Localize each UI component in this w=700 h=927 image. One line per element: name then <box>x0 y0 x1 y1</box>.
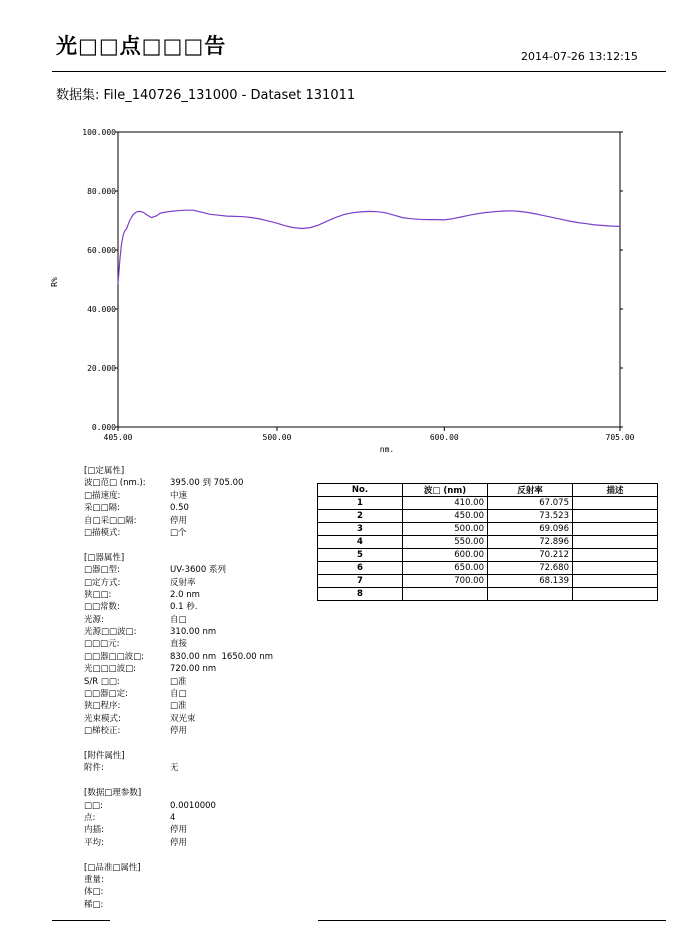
property-key: 光束模式: <box>84 713 121 724</box>
table-cell-r: 69.096 <box>488 523 573 536</box>
property-key: □□: <box>84 800 103 811</box>
property-key: 附件: <box>84 763 104 774</box>
property-row <box>84 589 273 601</box>
property-key: □□□元: <box>84 639 120 650</box>
plot-frame <box>118 132 620 427</box>
property-row <box>84 601 273 613</box>
table-header-cell: 描述 <box>573 484 658 497</box>
property-row <box>84 874 273 886</box>
property-value: □准 <box>170 676 187 687</box>
table-cell-no: 5 <box>318 549 403 562</box>
property-key: □描速度: <box>84 490 121 501</box>
property-section-header: [□定属性] <box>84 466 125 476</box>
table-row <box>318 549 658 562</box>
property-key: □描模式: <box>84 527 121 538</box>
property-section-header: [数据□理参数] <box>84 788 142 799</box>
property-value: 自□ <box>170 689 187 700</box>
footer-rule-right <box>318 920 666 921</box>
property-row <box>84 577 273 589</box>
property-key: □梯校正: <box>84 726 121 737</box>
property-key: 狭□□: <box>84 589 112 600</box>
property-value: 停用 <box>170 837 188 848</box>
property-row <box>84 700 273 712</box>
property-section <box>84 465 273 539</box>
property-value: 停用 <box>170 825 188 836</box>
table-cell-wl <box>403 588 488 601</box>
property-row <box>84 614 273 626</box>
table-cell-d <box>573 497 658 510</box>
table-row <box>318 497 658 510</box>
property-key: □□常数: <box>84 602 120 613</box>
property-key: 狭□程序: <box>84 701 121 712</box>
property-key: 波□范□ (nm.): <box>84 478 146 489</box>
y-tick-label: 20.000 <box>87 364 116 373</box>
property-key: 内插: <box>84 825 104 836</box>
property-value: 395.00 到 705.00 <box>170 478 244 489</box>
property-value: 无 <box>170 763 179 774</box>
property-value: 0.50 <box>170 503 189 514</box>
property-key: 重量: <box>84 874 104 885</box>
table-cell-r: 72.680 <box>488 562 573 575</box>
property-key: 自□采□□隔: <box>84 515 137 526</box>
property-row <box>84 688 273 700</box>
table-cell-d <box>573 523 658 536</box>
property-key: 点: <box>84 812 96 823</box>
property-value: 自□ <box>170 614 187 625</box>
dataset-line: 数据集: File_140726_131000 - Dataset 131011 <box>56 88 356 103</box>
table-cell-r: 73.523 <box>488 510 573 523</box>
property-row <box>84 837 273 849</box>
y-tick-label: 100.000 <box>82 128 116 137</box>
property-row <box>84 725 273 737</box>
property-key: 光源: <box>84 614 104 625</box>
property-key: S/R □□: <box>84 676 120 687</box>
table-cell-wl: 600.00 <box>403 549 488 562</box>
property-row <box>84 502 273 514</box>
property-row <box>84 812 273 824</box>
y-tick-label: 60.000 <box>87 246 116 255</box>
x-tick-label: 500.00 <box>262 433 292 442</box>
property-row <box>84 886 273 898</box>
property-section <box>84 787 273 849</box>
property-key: 光源□□波□: <box>84 627 137 638</box>
table-cell-wl: 550.00 <box>403 536 488 549</box>
table-cell-no: 6 <box>318 562 403 575</box>
table-cell-wl: 450.00 <box>403 510 488 523</box>
report-datetime: 2014-07-26 13:12:15 <box>521 50 638 63</box>
table-cell-r: 68.139 <box>488 575 573 588</box>
table-cell-no: 2 <box>318 510 403 523</box>
table-cell-wl: 700.00 <box>403 575 488 588</box>
property-value: UV-3600 系列 <box>170 565 226 576</box>
table-cell-wl: 500.00 <box>403 523 488 536</box>
property-value: □准 <box>170 701 187 712</box>
table-row <box>318 588 658 601</box>
property-value: 双光束 <box>170 713 196 724</box>
table-header-cell: No. <box>318 484 403 497</box>
table-row <box>318 575 658 588</box>
x-tick-label: 405.00 <box>103 433 133 442</box>
property-value: 中速 <box>170 490 188 501</box>
property-section <box>84 552 273 738</box>
table-header-row <box>318 484 658 497</box>
property-row <box>84 527 273 539</box>
property-value: 直接 <box>170 639 188 650</box>
property-row <box>84 515 273 527</box>
property-key: □定方式: <box>84 577 121 588</box>
table-cell-no: 4 <box>318 536 403 549</box>
property-value: 4 <box>170 812 176 823</box>
property-key: 体□: <box>84 887 104 898</box>
y-axis-label: R% <box>50 277 59 287</box>
property-row <box>84 564 273 576</box>
property-key: □□器□□波□: <box>84 651 145 662</box>
report-title: 光□□点□□□告 <box>56 34 227 58</box>
table-cell-wl: 410.00 <box>403 497 488 510</box>
table-row <box>318 536 658 549</box>
table-cell-no: 8 <box>318 588 403 601</box>
peak-table <box>317 483 658 601</box>
property-value: 停用 <box>170 515 188 526</box>
table-cell-d <box>573 562 658 575</box>
property-row <box>84 676 273 688</box>
y-tick-label: 40.000 <box>87 305 116 314</box>
table-row <box>318 562 658 575</box>
property-value: 停用 <box>170 726 188 737</box>
property-section-header: [□品准□属性] <box>84 862 141 873</box>
property-value: 0.1 秒. <box>170 602 198 613</box>
footer-rule-left <box>52 920 110 921</box>
property-key: 稀□: <box>84 899 104 910</box>
property-section-header: [□器属性] <box>84 552 125 563</box>
table-cell-d <box>573 575 658 588</box>
property-section <box>84 862 273 912</box>
property-key: 采□□隔: <box>84 503 120 514</box>
property-row <box>84 663 273 675</box>
property-value: □个 <box>170 527 187 538</box>
table-cell-r: 67.075 <box>488 497 573 510</box>
property-row <box>84 490 273 502</box>
property-key: 光□□□波□: <box>84 664 136 675</box>
table-cell-d <box>573 549 658 562</box>
y-tick-label: 80.000 <box>87 187 116 196</box>
property-row <box>84 626 273 638</box>
table-cell-no: 7 <box>318 575 403 588</box>
property-value: 720.00 nm <box>170 664 217 675</box>
property-section <box>84 750 273 775</box>
property-row <box>84 899 273 911</box>
property-section-header: [附件属性] <box>84 750 125 761</box>
table-cell-wl: 650.00 <box>403 562 488 575</box>
table-header-cell: 反射率 <box>488 484 573 497</box>
property-value: 830.00 nm 1650.00 nm <box>170 651 274 662</box>
table-cell-r <box>488 588 573 601</box>
table-cell-no: 3 <box>318 523 403 536</box>
property-key: 平均: <box>84 837 104 848</box>
table-cell-d <box>573 536 658 549</box>
table-cell-d <box>573 510 658 523</box>
reflectance-series-line <box>118 210 620 284</box>
x-tick-label: 600.00 <box>429 433 459 442</box>
property-key: □□器□定: <box>84 689 128 700</box>
property-row <box>84 713 273 725</box>
property-row <box>84 800 273 812</box>
property-row <box>84 477 273 489</box>
table-cell-r: 72.896 <box>488 536 573 549</box>
property-row <box>84 824 273 836</box>
table-row <box>318 510 658 523</box>
property-row <box>84 762 273 774</box>
property-value: 2.0 nm <box>170 589 200 600</box>
property-row <box>84 638 273 650</box>
table-row <box>318 523 658 536</box>
y-tick-label: 0.000 <box>91 423 116 432</box>
table-cell-no: 1 <box>318 497 403 510</box>
table-header-cell: 波□ (nm) <box>403 484 488 497</box>
table-cell-d <box>573 588 658 601</box>
property-value: 0.0010000 <box>170 800 216 811</box>
property-value: 310.00 nm <box>170 627 217 638</box>
property-value: 反射率 <box>170 577 196 588</box>
property-key: □器□型: <box>84 565 120 576</box>
properties-panel <box>84 465 273 923</box>
property-row <box>84 651 273 663</box>
x-tick-label: 705.00 <box>605 433 635 442</box>
x-axis-label: nm. <box>379 445 395 454</box>
table-cell-r: 70.212 <box>488 549 573 562</box>
